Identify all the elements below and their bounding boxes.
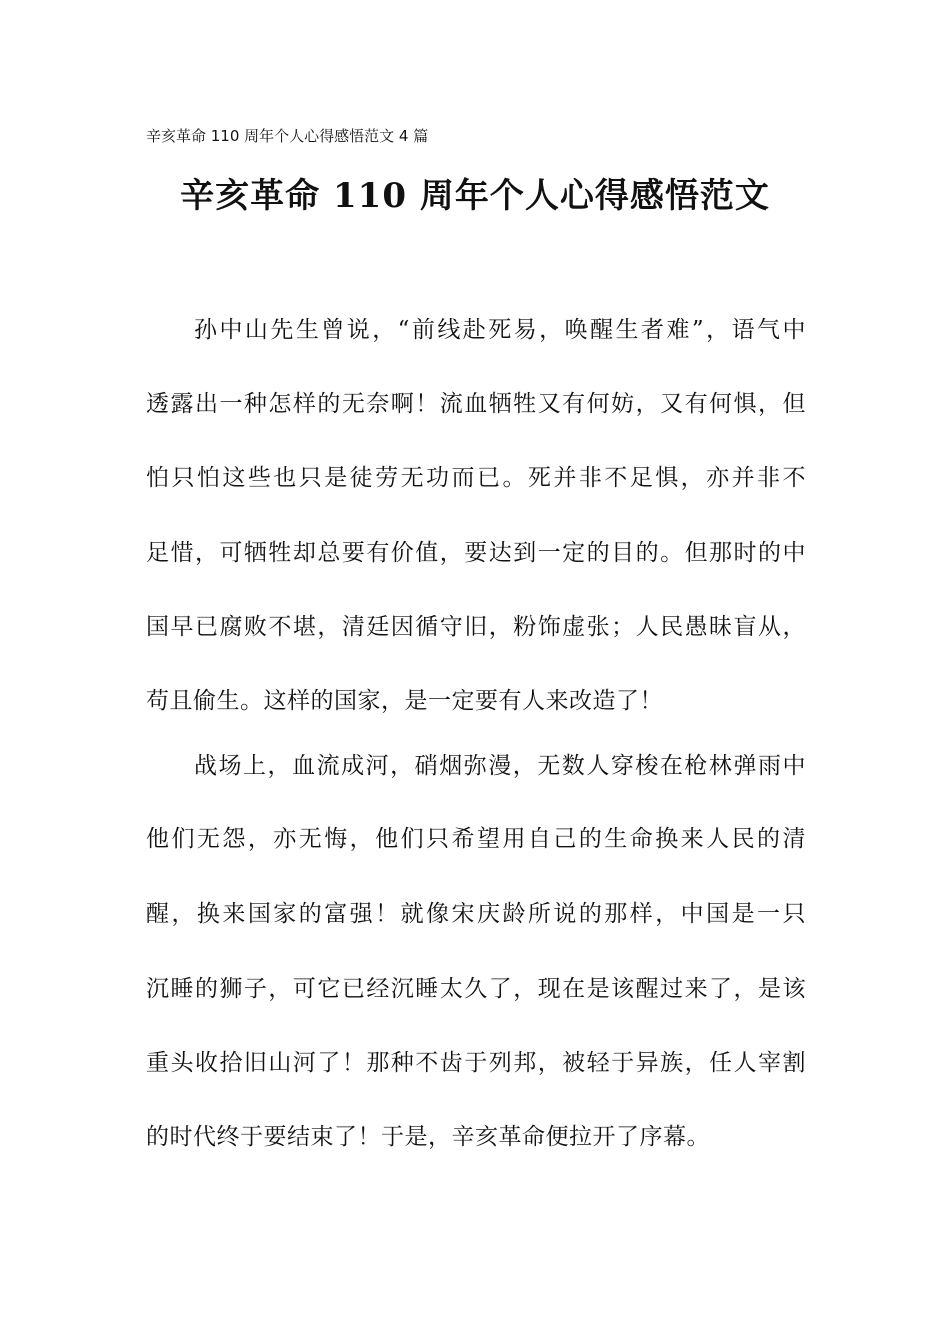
paragraph-line: 他们无怨，亦无悔，他们只希望用自己的生命换来人民的清 — [146, 826, 806, 852]
paragraph-line: 的时代终于要结束了！于是，辛亥革命便拉开了序幕。 — [146, 1124, 710, 1150]
paragraph-line: 足惜，可牺牲却总要有价值，要达到一定的目的。但那时的中 — [146, 540, 806, 566]
paragraph-line: 孙中山先生曾说，“前线赴死易，唤醒生者难”，语气中 — [194, 317, 806, 343]
paragraph-line: 透露出一种怎样的无奈啊！流血牺牲又有何妨，又有何惧，但 — [146, 391, 806, 417]
paragraph-line: 战场上，血流成河，硝烟弥漫，无数人穿梭在枪林弹雨中 — [194, 753, 806, 779]
running-header: 辛亥革命 110 周年个人心得感悟范文 4 篇 — [146, 127, 429, 145]
document-title: 辛亥革命 110 周年个人心得感悟范文 — [180, 176, 770, 216]
paragraph-line: 怕只怕这些也只是徒劳无功而已。死并非不足惧，亦并非不 — [146, 465, 806, 491]
paragraph-line: 沉睡的狮子，可它已经沉睡太久了，现在是该醒过来了，是该 — [146, 976, 806, 1002]
paragraph-line: 国早已腐败不堪，清廷因循守旧，粉饰虚张；人民愚昧盲从， — [146, 614, 806, 640]
paragraph-line: 苟且偷生。这样的国家，是一定要有人来改造了！ — [146, 688, 663, 714]
paragraph-line: 重头收拾旧山河了！那种不齿于列邦，被轻于异族，任人宰割 — [146, 1050, 806, 1076]
paragraph-line: 醒，换来国家的富强！就像宋庆龄所说的那样，中国是一只 — [146, 901, 806, 927]
